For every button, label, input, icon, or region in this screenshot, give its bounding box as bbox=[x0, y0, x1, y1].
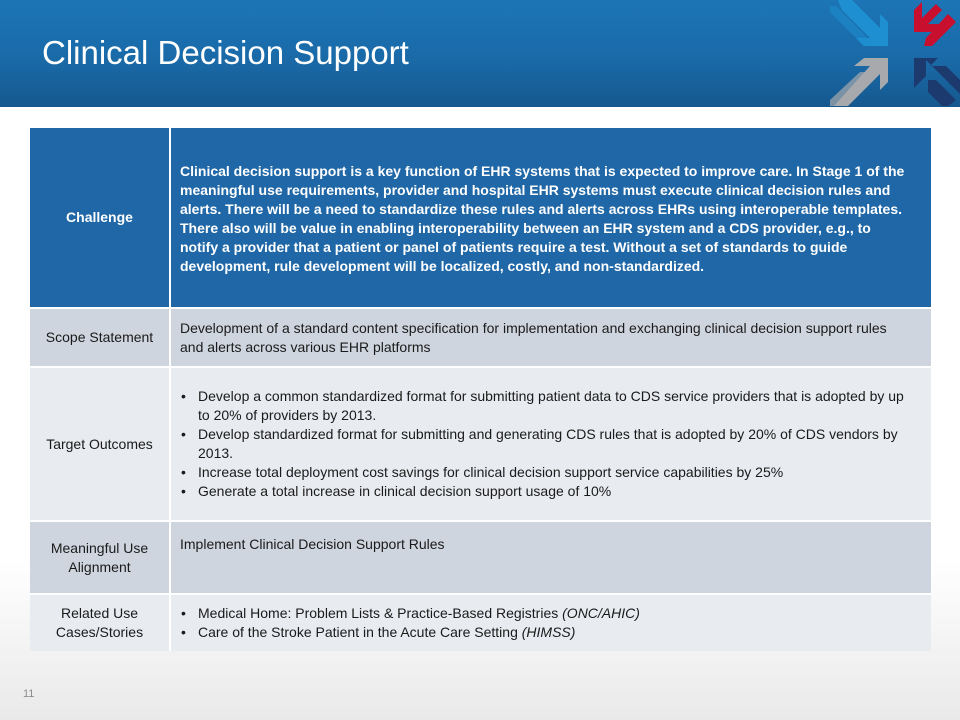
list-item: • Care of the Stroke Patient in the Acute Care Setting (HIMSS) bbox=[181, 624, 576, 640]
cds-table bbox=[30, 128, 931, 651]
challenge-row bbox=[30, 128, 931, 309]
source-tag: (ONC/AHIC) bbox=[562, 605, 640, 621]
outcomes-content bbox=[171, 368, 931, 522]
source-tag: (HIMSS) bbox=[521, 624, 576, 640]
page-number: 11 bbox=[23, 688, 35, 700]
challenge-text: Clinical decision support is a key function of EHR systems that is expected to improve care. In Stage 1 of the meaningful use requirements, provider and hospital EHR systems must execute clinical decision rules and alerts. There will be a need to standardize these rules and alerts across EHRs using interoperable templates. There also will be value in enabling interoperability between an EHR system and a CDS provider, e.g., to notify a provider that a patient or panel of patients require a test. Without a set of standards to guide development, rule development will be localized, costly, and non-standardized. bbox=[171, 128, 931, 309]
meaningful-use-row bbox=[30, 522, 931, 595]
outcomes-list bbox=[180, 387, 911, 501]
related-label: Related Use Cases/Stories bbox=[30, 595, 171, 651]
challenge-label: Challenge bbox=[30, 128, 171, 309]
bullet-icon: • bbox=[181, 605, 186, 621]
scope-label: Scope Statement bbox=[30, 309, 171, 368]
four-arrows-converging-logo bbox=[830, 0, 960, 107]
list-item: • Medical Home: Problem Lists & Practice-Based Registries (ONC/AHIC) bbox=[181, 605, 640, 621]
outcomes-label: Target Outcomes bbox=[30, 368, 171, 522]
list-item: • Increase total deployment cost savings for clinical decision support service capabilities by 25% bbox=[181, 464, 784, 480]
related-row bbox=[30, 595, 931, 651]
slide-header bbox=[0, 0, 960, 107]
bullet-icon: • bbox=[181, 388, 186, 404]
related-content bbox=[171, 595, 931, 651]
list-item: • Develop standardized format for submitting and generating CDS rules that is adopted by 20% of CDS vendors by 2013. bbox=[181, 426, 898, 461]
bullet-icon: • bbox=[181, 624, 186, 640]
bullet-icon: • bbox=[181, 464, 186, 480]
scope-row bbox=[30, 309, 931, 368]
related-list bbox=[180, 604, 911, 642]
outcomes-row bbox=[30, 368, 931, 522]
list-item: • Generate a total increase in clinical decision support usage of 10% bbox=[181, 483, 612, 499]
meaningful-use-text: Implement Clinical Decision Support Rules bbox=[171, 522, 931, 595]
bullet-icon: • bbox=[181, 426, 186, 442]
scope-text: Development of a standard content specification for implementation and exchanging clinical decision support rules and alerts across various EHR platforms bbox=[171, 309, 931, 368]
slide-title: Clinical Decision Support bbox=[42, 34, 409, 71]
list-item: • Develop a common standardized format for submitting patient data to CDS service providers that is adopted by up to 20% of providers by 2013. bbox=[181, 388, 904, 423]
bullet-icon: • bbox=[181, 483, 186, 499]
meaningful-use-label: Meaningful Use Alignment bbox=[30, 522, 171, 595]
